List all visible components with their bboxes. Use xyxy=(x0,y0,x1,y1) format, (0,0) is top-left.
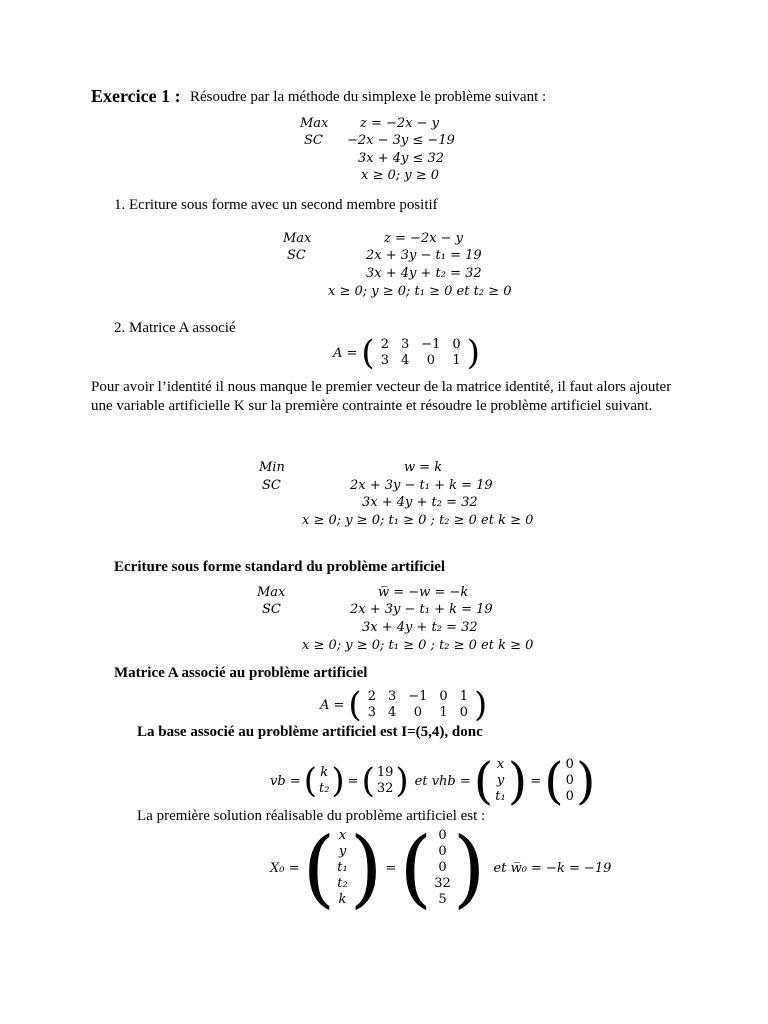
vhb-vector xyxy=(493,757,507,805)
vector-entry: 0 xyxy=(438,860,447,875)
right-paren: ) xyxy=(349,819,383,917)
step1-objective: z = −2x − y xyxy=(384,231,464,246)
vector-entry: 0 xyxy=(438,844,447,859)
vector-entry: x xyxy=(496,757,505,772)
problem-label-sc: SC xyxy=(304,133,323,148)
vector-entry: y xyxy=(496,773,505,788)
std-nonneg: x ≥ 0; y ≥ 0; t₁ ≥ 0 ; t₂ ≥ 0 et k ≥ 0 xyxy=(302,638,534,653)
matrix-cell: 0 xyxy=(452,337,461,352)
vhb-values xyxy=(564,757,576,805)
matrix-cell: 0 xyxy=(439,689,448,704)
vector-entry: 0 xyxy=(565,757,574,772)
explanation-paragraph: Pour avoir l’identité il nous manque le premier vecteur de la matrice identité, il faut alors ajouter une variable artificielle K sur la première contrainte et résoudre le problème artificiel suivant. xyxy=(91,379,672,414)
right-paren: ) xyxy=(507,752,528,810)
problem-objective: z = −2x − y xyxy=(360,116,440,131)
right-paren: ) xyxy=(575,752,596,810)
vector-entry: 5 xyxy=(438,892,447,907)
x0-variables xyxy=(335,828,349,908)
matrix-art-body xyxy=(362,689,474,721)
matrix-cell: 4 xyxy=(387,705,397,720)
art-label-sc: SC xyxy=(262,478,281,493)
right-paren: ) xyxy=(466,333,480,373)
vector-entry: 32 xyxy=(434,876,451,891)
vb-vector xyxy=(317,765,331,797)
et-vhb: et vhb = xyxy=(414,773,471,789)
matrix-cell: 0 xyxy=(413,705,422,720)
step1-nonneg: x ≥ 0; y ≥ 0; t₁ ≥ 0 et t₂ ≥ 0 xyxy=(328,284,512,299)
vector-entry: y xyxy=(338,844,347,859)
solution-heading: La première solution réalisable du problème artificiel est : xyxy=(137,808,486,824)
left-paren: ( xyxy=(399,819,433,917)
matrix-cell: 0 xyxy=(426,353,435,368)
vb-values xyxy=(375,765,396,797)
matrix-cell: 1 xyxy=(459,689,468,704)
matrix-cell: 3 xyxy=(387,689,397,704)
matrix-cell: 2 xyxy=(367,689,376,704)
left-paren: ( xyxy=(361,761,375,801)
vector-entry: 0 xyxy=(565,789,574,804)
left-paren: ( xyxy=(473,752,494,810)
std-label-max: Max xyxy=(257,585,286,600)
matrix-cell: 3 xyxy=(380,353,389,368)
matrix-cell: −1 xyxy=(421,337,441,352)
step1-label-max: Max xyxy=(283,231,312,246)
std-objective: w̅ = −w = −k xyxy=(378,585,469,600)
standard-heading: Ecriture sous forme standard du problème artificiel xyxy=(114,559,446,575)
left-paren: ( xyxy=(361,333,375,373)
matrix-cell: 2 xyxy=(380,337,389,352)
step1-label-sc: SC xyxy=(287,248,306,263)
exercise-instruction: Résoudre par la méthode du simplexe le problème suivant : xyxy=(190,89,547,105)
matrix-art-heading: Matrice A associé au problème artificiel xyxy=(114,665,368,681)
vector-entry: t₁ xyxy=(495,789,506,804)
base-vectors xyxy=(270,752,596,810)
problem-label-max: Max xyxy=(300,116,329,131)
vector-entry: 19 xyxy=(376,765,394,780)
matrix-cell: 4 xyxy=(400,353,410,368)
matrix-cell: 3 xyxy=(367,705,376,720)
vector-entry: 0 xyxy=(565,773,574,788)
matrix-a-artificial xyxy=(320,685,488,725)
x0-lhs: X₀ = xyxy=(270,860,300,876)
matrix-a-lhs: A = xyxy=(333,345,358,361)
vector-entry: 0 xyxy=(438,828,447,843)
solution-vector xyxy=(270,819,612,917)
matrix-cell: 1 xyxy=(439,705,448,720)
vector-entry: k xyxy=(320,765,329,780)
step2-heading: 2. Matrice A associé xyxy=(114,320,236,336)
matrix-a xyxy=(333,333,480,373)
left-paren: ( xyxy=(302,819,336,917)
w0-expression: et w̅₀ = −k = −19 xyxy=(493,860,612,876)
vb-lhs: vb = xyxy=(270,773,301,789)
step1-constraint-2: 3x + 4y + t₂ = 32 xyxy=(366,266,482,281)
left-paren: ( xyxy=(303,761,317,801)
matrix-cell: 3 xyxy=(400,337,410,352)
step1-constraint-1: 2x + 3y − t₁ = 19 xyxy=(366,248,482,263)
matrix-cell: −1 xyxy=(408,689,428,704)
problem-constraint-2: 3x + 4y ≤ 32 xyxy=(358,151,445,166)
exercise-title: Exercice 1 : xyxy=(91,86,181,106)
std-constraint-1: 2x + 3y − t₁ + k = 19 xyxy=(350,602,493,617)
art-nonneg: x ≥ 0; y ≥ 0; t₁ ≥ 0 ; t₂ ≥ 0 et k ≥ 0 xyxy=(302,513,534,528)
vector-entry: 32 xyxy=(376,781,394,796)
matrix-cell: 0 xyxy=(459,705,468,720)
equals-sign: = xyxy=(347,773,359,789)
std-constraint-2: 3x + 4y + t₂ = 32 xyxy=(362,620,478,635)
art-objective: w = k xyxy=(404,460,443,475)
vector-entry: t₂ xyxy=(318,781,330,796)
std-label-sc: SC xyxy=(262,602,281,617)
problem-nonneg: x ≥ 0; y ≥ 0 xyxy=(361,168,440,183)
problem-constraint-1: −2x − 3y ≤ −19 xyxy=(347,133,455,148)
left-paren: ( xyxy=(544,752,564,810)
equals-sign: = xyxy=(530,773,542,789)
vector-entry: x xyxy=(338,828,347,843)
vector-entry: t₁ xyxy=(337,860,348,875)
right-paren: ) xyxy=(331,761,345,801)
left-paren: ( xyxy=(348,685,362,725)
matrix-cell: 1 xyxy=(452,353,461,368)
right-paren: ) xyxy=(473,685,488,725)
art-constraint-1: 2x + 3y − t₁ + k = 19 xyxy=(350,478,493,493)
base-heading: La base associé au problème artificiel est I=(5,4), donc xyxy=(137,724,483,740)
vector-entry: t₂ xyxy=(337,876,348,891)
matrix-art-lhs: A = xyxy=(320,697,345,713)
right-paren: ) xyxy=(452,819,486,917)
equals-sign: = xyxy=(385,860,397,876)
right-paren: ) xyxy=(395,761,409,801)
art-label-min: Min xyxy=(259,460,285,475)
step1-heading: 1. Ecriture sous forme avec un second membre positif xyxy=(114,197,438,213)
x0-values xyxy=(432,828,453,908)
art-constraint-2: 3x + 4y + t₂ = 32 xyxy=(362,495,478,510)
vector-entry: k xyxy=(338,892,347,907)
matrix-a-body xyxy=(375,337,467,369)
